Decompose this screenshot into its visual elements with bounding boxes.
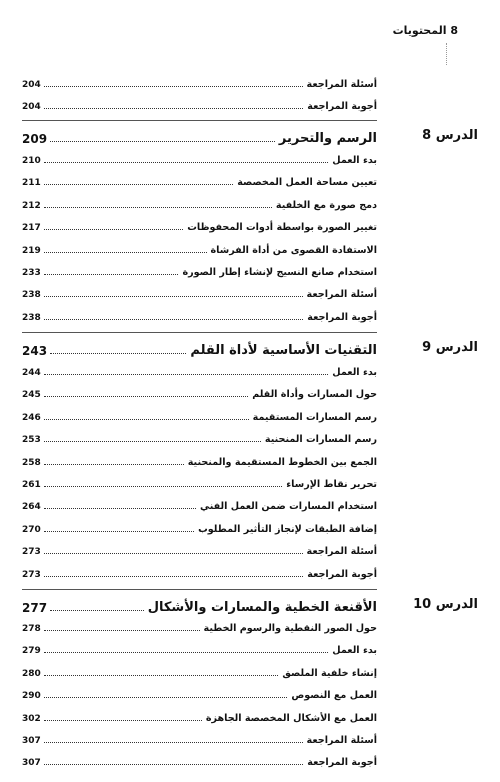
lesson-label: الدرس 10: [413, 597, 478, 612]
entry-page: 273: [22, 569, 41, 580]
entry-title: الاستفادة القصوى من أداة الفرشاة: [210, 244, 377, 256]
dot-leader: [44, 651, 329, 653]
entry-title: الجمع بين الخطوط المستقيمة والمنحنية: [187, 456, 377, 468]
entry-title: تغيير الصورة بواسطة أدوات المحفوظات: [187, 222, 377, 234]
dot-leader: [44, 395, 248, 397]
entry-page: 278: [22, 624, 41, 634]
dot-leader: [44, 107, 303, 109]
entry-title: أجوبة المراجعة: [307, 757, 377, 769]
toc-entry[interactable]: [22, 96, 377, 112]
entry-page: 204: [22, 102, 41, 112]
entry-page: 244: [22, 368, 41, 378]
dot-leader: [44, 719, 202, 721]
entry-page: 245: [22, 390, 41, 401]
entry-title: بدء العمل: [332, 645, 377, 657]
entry-title: أسئلة المراجعة: [306, 79, 377, 90]
entry-page: 261: [22, 480, 41, 490]
dot-leader: [44, 696, 288, 698]
dot-leader: [44, 485, 282, 487]
entry-page: 238: [22, 290, 41, 301]
dot-leader: [44, 463, 184, 465]
lesson-title: الرسم والتحرير: [278, 131, 377, 146]
dot-leader: [44, 273, 179, 275]
entry-page: 264: [22, 502, 41, 513]
entry-page: 212: [22, 200, 41, 211]
toc-entry[interactable]: [22, 74, 377, 90]
toc-entry[interactable]: [22, 541, 377, 557]
toc-entry[interactable]: [22, 752, 377, 768]
dot-leader: [50, 140, 275, 142]
dot-leader: [44, 183, 233, 185]
toc-entry[interactable]: [22, 150, 377, 166]
entry-page: 204: [22, 80, 41, 90]
entry-title: حول الصور النقطية والرسوم الخطية: [203, 623, 377, 634]
entry-page: 302: [22, 713, 41, 724]
entry-title: تعيين مساحة العمل المخصصة: [237, 177, 377, 189]
entry-page: 246: [22, 412, 41, 423]
lesson-page: 243: [22, 344, 48, 358]
toc-entry[interactable]: [22, 284, 377, 300]
entry-title: رسم المسارات المستقيمة: [252, 411, 377, 423]
toc-entry[interactable]: [22, 217, 377, 233]
entry-title: رسم المسارات المنحنية: [264, 434, 377, 446]
toc-entry[interactable]: [22, 407, 377, 423]
toc-entry[interactable]: [22, 429, 377, 445]
toc-entry[interactable]: [22, 618, 377, 634]
toc-entry[interactable]: [22, 564, 377, 580]
entry-title: بدء العمل: [332, 367, 377, 378]
entry-title: استخدام صانع النسيج لإنشاء إطار الصورة: [182, 267, 377, 278]
entry-page: 290: [22, 691, 41, 702]
toc-entry[interactable]: [22, 362, 377, 378]
dot-leader: [44, 318, 303, 320]
entry-page: 280: [22, 668, 41, 679]
toc-entry[interactable]: [22, 262, 377, 278]
lesson-title-row[interactable]: [22, 593, 377, 615]
entry-title: بدء العمل: [332, 155, 377, 166]
toc-entry[interactable]: [22, 519, 377, 535]
entry-title: العمل مع الأشكال المخصصة الجاهزة: [205, 712, 377, 724]
dot-leader: [44, 251, 207, 253]
dot-leader: [44, 295, 303, 297]
dot-leader: [44, 228, 183, 230]
entry-title: أسئلة المراجعة: [306, 289, 377, 301]
dot-leader: [50, 352, 186, 354]
lesson-title-row[interactable]: [22, 124, 377, 146]
dot-leader: [44, 440, 261, 442]
entry-page: 307: [22, 758, 41, 769]
entry-page: 273: [22, 547, 41, 558]
entry-title: إضافة الطبقات لإنجاز التأثير المطلوب: [198, 523, 377, 535]
entry-title: استخدام المسارات ضمن العمل الفني: [200, 501, 377, 513]
entry-page: 258: [22, 457, 41, 468]
dot-leader: [44, 85, 303, 87]
lesson-label: الدرس 8: [422, 128, 478, 143]
entry-page: 238: [22, 312, 41, 323]
entry-title: تحرير نقاط الإرساء: [286, 479, 377, 490]
toc-entry[interactable]: [22, 452, 377, 468]
entry-page: 307: [22, 736, 41, 746]
dot-leader: [44, 373, 329, 375]
lesson-title-row[interactable]: [22, 336, 377, 358]
section-rule: [22, 589, 377, 590]
header-divider: [446, 43, 448, 65]
toc-entry[interactable]: [22, 384, 377, 400]
lesson-page: 209: [22, 132, 48, 146]
entry-title: حول المسارات وأداة القلم: [252, 389, 377, 401]
entry-title: دمج صورة مع الخلفية: [275, 199, 377, 211]
toc-entry[interactable]: [22, 730, 377, 746]
entry-page: 217: [22, 223, 41, 234]
dot-leader: [44, 552, 303, 554]
page-header: 8 المحتويات: [392, 24, 458, 37]
lesson-title: التقنيات الأساسية لأداة القلم: [190, 343, 377, 358]
entry-page: 253: [22, 435, 41, 446]
entry-page: 211: [22, 178, 41, 189]
dot-leader: [44, 629, 200, 631]
entry-page: 233: [22, 268, 41, 278]
section-rule: [22, 332, 377, 333]
entry-title: إنشاء خلفية الملصق: [282, 667, 377, 679]
entry-title: أجوبة المراجعة: [307, 101, 377, 112]
dot-leader: [44, 418, 249, 420]
entry-title: أجوبة المراجعة: [307, 568, 377, 580]
dot-leader: [44, 763, 303, 765]
lesson-page: 277: [22, 601, 48, 615]
dot-leader: [44, 161, 329, 163]
entry-page: 279: [22, 646, 41, 657]
dot-leader: [44, 575, 303, 577]
toc-entry[interactable]: [22, 195, 377, 211]
toc-entry[interactable]: [22, 474, 377, 490]
toc-entry[interactable]: [22, 663, 377, 679]
toc-entry[interactable]: [22, 172, 377, 188]
toc-entry[interactable]: [22, 640, 377, 656]
entry-title: أجوبة المراجعة: [307, 311, 377, 323]
dot-leader: [50, 609, 144, 611]
toc-entry[interactable]: [22, 496, 377, 512]
toc-entry[interactable]: [22, 685, 377, 701]
dot-leader: [44, 741, 303, 743]
entry-page: 210: [22, 156, 41, 166]
dot-leader: [44, 507, 196, 509]
dot-leader: [44, 530, 194, 532]
entry-title: أسئلة المراجعة: [306, 735, 377, 746]
toc-entry[interactable]: [22, 240, 377, 256]
entry-page: 270: [22, 524, 41, 535]
toc-entry[interactable]: [22, 708, 377, 724]
entry-title: أسئلة المراجعة: [306, 546, 377, 558]
section-rule: [22, 120, 377, 121]
entry-page: 219: [22, 245, 41, 256]
entry-title: العمل مع النصوص: [291, 690, 377, 702]
lesson-label: الدرس 9: [422, 340, 478, 355]
toc-entry[interactable]: [22, 307, 377, 323]
lesson-title: الأقنعة الخطية والمسارات والأشكال: [147, 600, 377, 615]
dot-leader: [44, 674, 279, 676]
dot-leader: [44, 206, 272, 208]
